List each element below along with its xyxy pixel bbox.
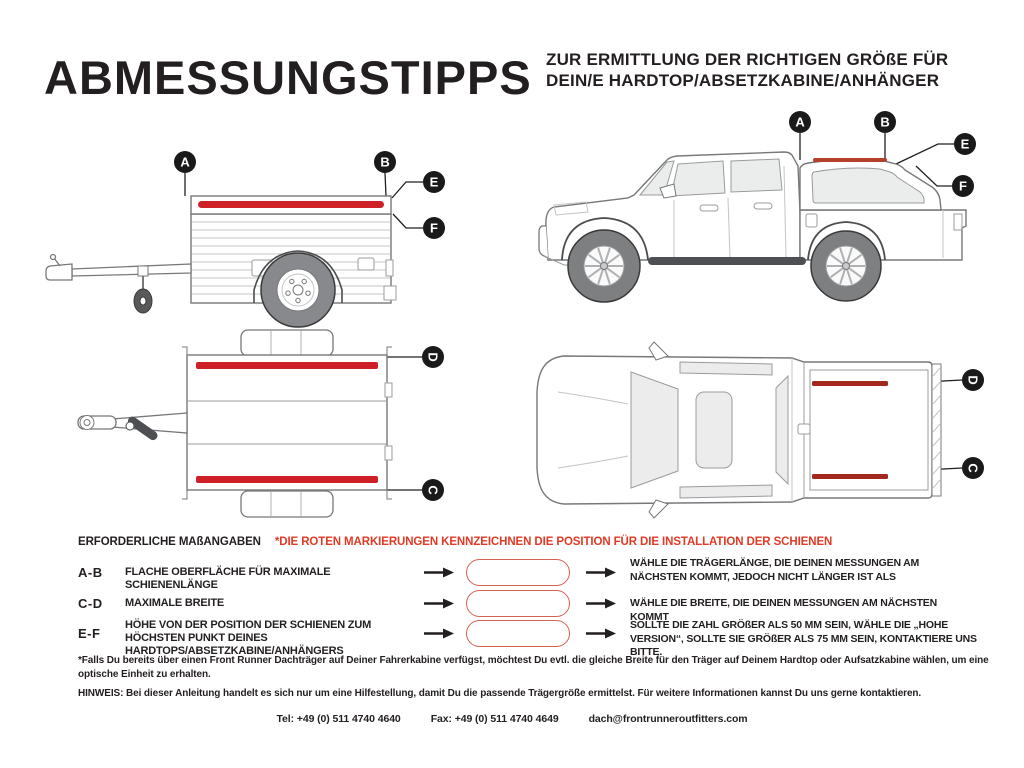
footer-tel: Tel: +49 (0) 511 4740 4640 xyxy=(276,713,401,725)
row-ab-description: FLACHE OBERFLÄCHE FÜR MAXIMALE SCHIENENLÄNGE xyxy=(125,566,331,591)
row-cd-result: WÄHLE DIE BREITE, DIE DEINEN MESSUNGEN AM NÄCHSTEN KOMMT xyxy=(630,597,937,623)
subtitle-line-2: DEIN/E HARDTOP/ABSETZKABINE/ANHÄNGER xyxy=(546,71,940,90)
trailer-drawbar-top xyxy=(78,413,187,442)
footer-fax: Fax: +49 (0) 511 4740 4649 xyxy=(430,713,559,725)
callout-lines xyxy=(387,357,422,490)
row-ef-result: SOLLTE DIE ZAHL GRÖßER ALS 50 MM SEIN, WÄHLE DIE „HOHE VERSION“, SOLLTE SIE GRÖßER ALS 75 MM SEIN, KONTAKTIERE UNS BITTE. xyxy=(630,619,977,658)
measurement-section-heading xyxy=(78,536,832,548)
row-cd-key: C-D xyxy=(78,596,103,611)
svg-text:E: E xyxy=(960,136,970,152)
marker-e xyxy=(423,171,445,193)
measurement-input-ef[interactable] xyxy=(466,620,570,647)
row-ab-key: A-B xyxy=(78,565,103,580)
footer-contact xyxy=(0,713,1024,725)
rail-position-marker-red xyxy=(198,201,384,208)
row-ab-result: WÄHLE DIE TRÄGERLÄNGE, DIE DEINEN MESSUNGEN AM NÄCHSTEN KOMMT, JEDOCH NICHT LÄNGER IST ALS xyxy=(630,557,920,583)
svg-text:F: F xyxy=(430,220,438,236)
footer-email: dach@frontrunneroutfitters.com xyxy=(588,713,748,725)
marker-a xyxy=(789,111,811,133)
svg-text:B: B xyxy=(380,154,390,170)
trailer-bed-top xyxy=(182,347,392,499)
arrow-right-icon xyxy=(424,598,454,609)
truck-side-view-diagram xyxy=(528,108,998,323)
trailer-side-view-diagram xyxy=(40,140,470,330)
marker-a xyxy=(174,151,196,173)
rail-position-marker-red xyxy=(196,476,378,483)
svg-text:B: B xyxy=(880,114,890,130)
arrow-right-icon xyxy=(424,567,454,578)
running-board xyxy=(648,257,806,265)
marker-f xyxy=(423,217,445,239)
row-cd-description: MAXIMALE BREITE xyxy=(125,597,225,609)
row-ef-description: HÖHE VON DER POSITION DER SCHIENEN ZUM HÖCHSTEN PUNKT DEINES HARDTOPS/ABSETZKABINE/ANHÄNGERS xyxy=(125,619,372,657)
trailer-top-view-diagram xyxy=(40,328,470,528)
page-subtitle xyxy=(546,49,948,91)
marker-f xyxy=(952,175,974,197)
asterisk-footnote: *Falls Du bereits über einen Front Runner Dachträger auf Deiner Fahrerkabine verfügst, möchtest Du evtl. die gleiche Breite für den Träger auf Deinem Hardtop oder Aufsatzkabine wählen, um eine optische Einheit zu erhalten. xyxy=(78,655,989,680)
arrow-right-icon xyxy=(586,598,616,609)
svg-text:C: C xyxy=(425,485,441,495)
marker-c xyxy=(422,479,444,501)
trailer-drawbar xyxy=(46,255,191,281)
arrow-right-icon xyxy=(586,567,616,578)
trailer-rail xyxy=(191,196,391,214)
svg-text:F: F xyxy=(959,178,967,194)
truck-bed-top xyxy=(810,370,928,490)
arrow-right-icon xyxy=(586,628,616,639)
row-ef-key: E-F xyxy=(78,626,101,641)
measurement-input-cd[interactable] xyxy=(466,590,570,617)
svg-text:A: A xyxy=(795,114,805,130)
tailgate xyxy=(932,364,941,496)
marker-b xyxy=(374,151,396,173)
red-markings-note: *DIE ROTEN MARKIERUNGEN KENNZEICHNEN DIE POSITION FÜR DIE INSTALLATION DER SCHIENEN xyxy=(274,536,833,548)
marker-c xyxy=(962,457,984,479)
marker-d xyxy=(962,369,984,391)
rail-position-marker-red xyxy=(813,158,887,162)
marker-d xyxy=(422,346,444,368)
rail-position-marker-red xyxy=(812,474,888,479)
marker-e xyxy=(954,133,976,155)
marker-b xyxy=(874,111,896,133)
truck-top-view-diagram xyxy=(528,332,998,532)
truck-canopy xyxy=(800,158,941,210)
svg-text:D: D xyxy=(965,375,981,385)
arrow-right-icon xyxy=(424,628,454,639)
svg-text:E: E xyxy=(429,174,439,190)
svg-text:D: D xyxy=(425,352,441,362)
measurement-input-ab[interactable] xyxy=(466,559,570,586)
subtitle-line-1: ZUR ERMITTLUNG DER RICHTIGEN GRÖßE FÜR xyxy=(546,50,949,69)
rail-position-marker-red xyxy=(812,381,888,386)
required-measurements-label: ERFORDERLICHE MAßANGABEN xyxy=(78,536,261,548)
hinweis-footnote: HINWEIS: Bei dieser Anleitung handelt es sich nur um eine Hilfestellung, damit Du die passende Trägergröße ermittelst. Für weitere Informationen kannst Du uns gerne kontaktieren. xyxy=(78,688,922,699)
svg-text:C: C xyxy=(965,463,981,473)
svg-text:A: A xyxy=(180,154,190,170)
rail-position-marker-red xyxy=(196,362,378,369)
page-title: ABMESSUNGSTIPPS xyxy=(44,51,532,104)
